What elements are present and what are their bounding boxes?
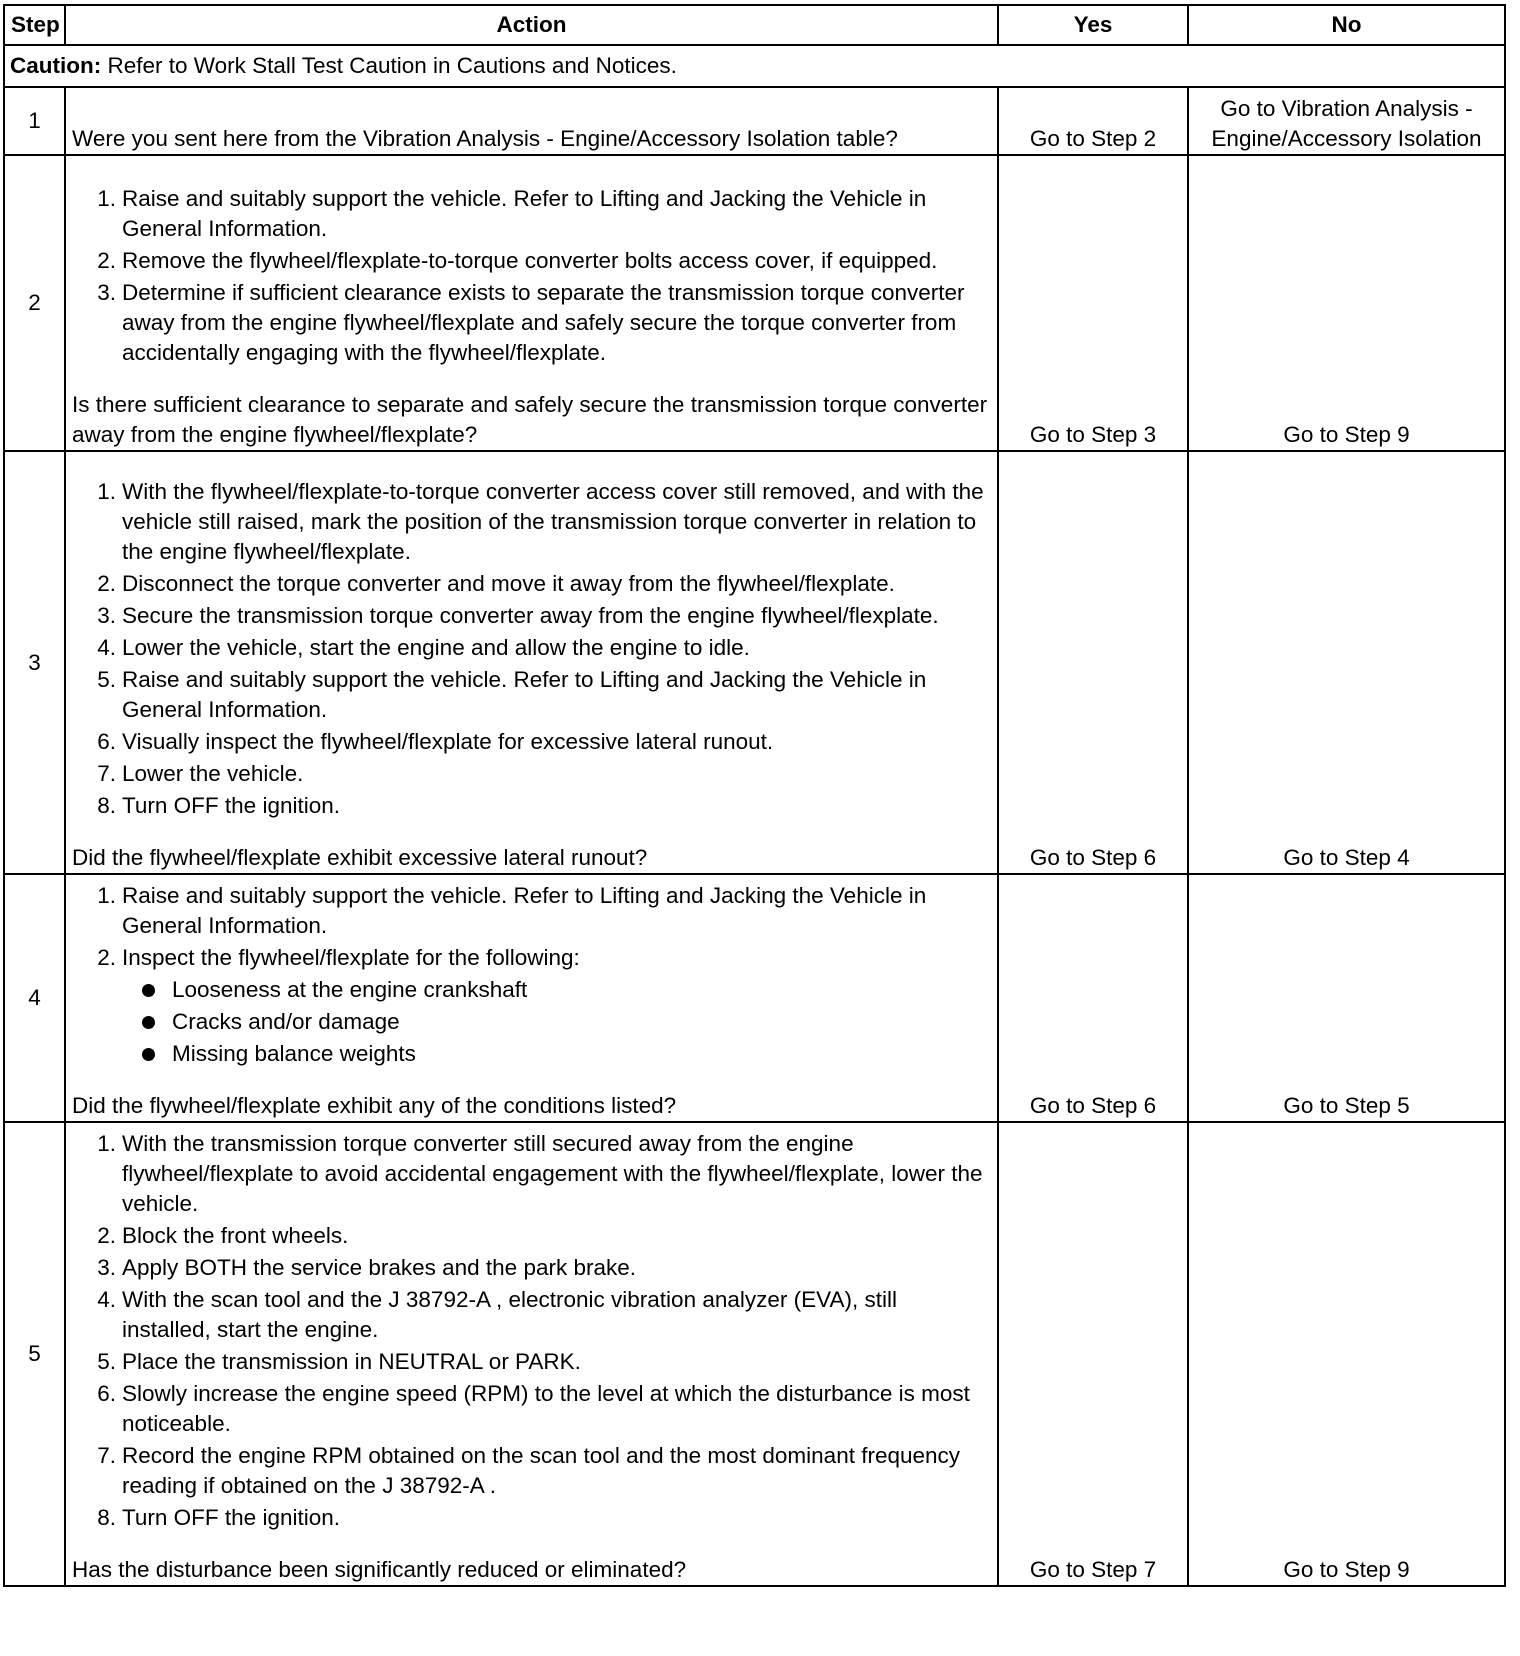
yes-cell: Go to Step 3 [998,155,1188,451]
list-item [97,727,991,757]
item-number: 1. [97,1131,116,1156]
item-number: 3. [97,1255,116,1280]
list-item [97,278,991,368]
action-cell [65,451,998,874]
yes-cell: Go to Step 6 [998,451,1188,874]
procedure-list [72,881,991,1069]
item-number: 2. [97,571,116,596]
yes-cell: Go to Step 2 [998,87,1188,155]
list-item [97,665,991,725]
item-text: Apply BOTH the service brakes and the park brake. [122,1255,636,1280]
table-row [4,874,1505,1122]
item-text: Lower the vehicle, start the engine and allow the engine to idle. [122,635,750,660]
bullet-item: Cracks and/or damage [172,1007,991,1037]
table-row [4,155,1505,451]
item-text: Place the transmission in NEUTRAL or PARK. [122,1349,581,1374]
action-cell [65,87,998,155]
yes-cell: Go to Step 6 [998,874,1188,1122]
procedure-list [72,184,991,368]
item-text: Inspect the flywheel/flexplate for the following: [122,945,580,970]
item-text: Raise and suitably support the vehicle. Refer to Lifting and Jacking the Vehicle in General Information. [122,186,927,241]
action-question: Were you sent here from the Vibration Analysis - Engine/Accessory Isolation table? [72,126,898,151]
item-number: 4. [97,635,116,660]
action-cell [65,155,998,451]
item-number: 1. [97,883,116,908]
procedure-list [72,1129,991,1533]
list-item [97,1503,991,1533]
item-number: 7. [97,1443,116,1468]
action-question: Has the disturbance been significantly reduced or eliminated? [72,1557,687,1582]
item-number: 4. [97,1287,116,1312]
item-number: 7. [97,761,116,786]
item-text: With the scan tool and the J 38792-A , electronic vibration analyzer (EVA), still installed, start the engine. [122,1287,897,1342]
item-number: 3. [97,280,116,305]
header-row [4,5,1505,45]
item-text: Turn OFF the ignition. [122,1505,341,1530]
item-number: 1. [97,479,116,504]
no-cell: Go to Step 9 [1188,155,1505,451]
item-text: Secure the transmission torque converter away from the engine flywheel/flexplate. [122,603,939,628]
list-item [97,477,991,567]
list-item [97,601,991,631]
list-item [97,943,991,1069]
header-step: Step [4,5,65,45]
table-row [4,451,1505,874]
bullet-item: Missing balance weights [172,1039,991,1069]
item-text: With the flywheel/flexplate-to-torque converter access cover still removed, and with the vehicle still raised, mark the position of the transmission torque converter in relation to the engine flywheel/flexplate. [122,479,984,564]
header-yes: Yes [998,5,1188,45]
list-item [97,1253,991,1283]
caution-text: Refer to Work Stall Test Caution in Cautions and Notices. [101,53,677,78]
item-text: Block the front wheels. [122,1223,349,1248]
item-text: Record the engine RPM obtained on the scan tool and the most dominant frequency reading if obtained on the J 38792-A . [122,1443,961,1498]
item-text: Disconnect the torque converter and move it away from the flywheel/flexplate. [122,571,895,596]
table-row [4,87,1505,155]
item-number: 8. [97,1505,116,1530]
action-question: Did the flywheel/flexplate exhibit excessive lateral runout? [72,845,648,870]
list-item [97,881,991,941]
list-item [97,759,991,789]
step-number: 1 [4,87,65,155]
list-item [97,1379,991,1439]
item-number: 5. [97,1349,116,1374]
header-no: No [1188,5,1505,45]
action-question: Is there sufficient clearance to separate and safely secure the transmission torque converter away from the engine flywheel/flexplate? [72,392,988,447]
step-number: 5 [4,1122,65,1586]
caution-row [4,45,1505,87]
list-item [97,1129,991,1219]
yes-cell: Go to Step 7 [998,1122,1188,1586]
list-item [97,1441,991,1501]
item-text: Raise and suitably support the vehicle. Refer to Lifting and Jacking the Vehicle in General Information. [122,667,927,722]
item-number: 8. [97,793,116,818]
item-number: 2. [97,1223,116,1248]
list-item [97,246,991,276]
item-number: 6. [97,1381,116,1406]
item-text: Slowly increase the engine speed (RPM) to the level at which the disturbance is most noticeable. [122,1381,970,1436]
list-item [97,569,991,599]
item-text: Lower the vehicle. [122,761,304,786]
caution-label: Caution: [10,53,102,78]
list-item [97,1221,991,1251]
item-text: With the transmission torque converter still secured away from the engine flywheel/flexplate to avoid accidental engagement with the flywheel/flexplate, lower the vehicle. [122,1131,983,1216]
item-text: Raise and suitably support the vehicle. Refer to Lifting and Jacking the Vehicle in General Information. [122,883,927,938]
list-item [97,633,991,663]
item-text: Turn OFF the ignition. [122,793,341,818]
action-cell [65,874,998,1122]
no-cell: Go to Step 5 [1188,874,1505,1122]
list-item [97,791,991,821]
action-cell [65,1122,998,1586]
item-number: 5. [97,667,116,692]
item-text: Determine if sufficient clearance exists to separate the transmission torque converter away from the engine flywheel/flexplate and safely secure the torque converter from accidentally engaging with the flywheel/flexplate. [122,280,965,365]
caution-cell [4,45,1505,87]
item-number: 2. [97,248,116,273]
list-item [97,1285,991,1345]
step-number: 3 [4,451,65,874]
bullet-item: Looseness at the engine crankshaft [172,975,991,1005]
item-number: 6. [97,729,116,754]
diagnostic-table [3,4,1506,1587]
no-cell: Go to Vibration Analysis - Engine/Accessory Isolation [1188,87,1505,155]
list-item [97,184,991,244]
no-cell: Go to Step 4 [1188,451,1505,874]
item-text: Visually inspect the flywheel/flexplate for excessive lateral runout. [122,729,774,754]
item-number: 3. [97,603,116,628]
item-number: 2. [97,945,116,970]
bullet-list [122,975,991,1069]
step-number: 4 [4,874,65,1122]
step-number: 2 [4,155,65,451]
item-number: 1. [97,186,116,211]
no-cell: Go to Step 9 [1188,1122,1505,1586]
table-row [4,1122,1505,1586]
list-item [97,1347,991,1377]
procedure-list [72,477,991,821]
header-action: Action [65,5,998,45]
action-question: Did the flywheel/flexplate exhibit any of the conditions listed? [72,1093,677,1118]
item-text: Remove the flywheel/flexplate-to-torque converter bolts access cover, if equipped. [122,248,938,273]
